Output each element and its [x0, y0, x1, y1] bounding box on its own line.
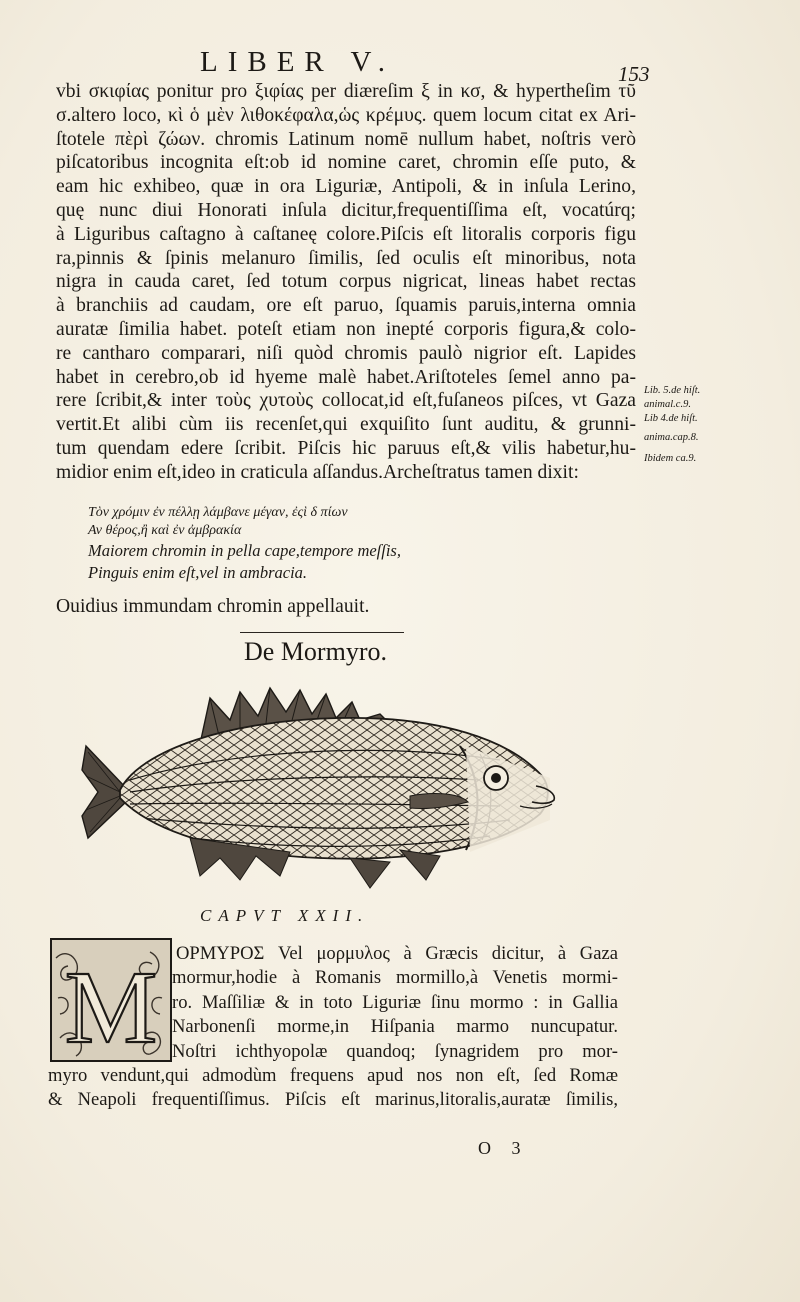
text-line: quę nunc diui Honorati inſula dicitur,frequentiſſima eſt, vocatúrq;: [56, 199, 636, 221]
text-line: ſtotele πὲρὶ ζώων. chromis Latinum nomē nullum habet, noſtris verò: [56, 128, 636, 150]
section-rule: [240, 632, 404, 633]
sidenote: Ibidem ca.9.: [644, 453, 697, 464]
greek-verse-line: Αν θέρος,ἢ καὶ ἐν ἀμβρακία: [88, 523, 242, 538]
signature-mark: O 3: [478, 1138, 529, 1158]
text-line: σ.altero loco, κὶ ὁ μὲν λιθοκέφαλα,ὡς κρέμυς. quem locum citat ex Ari-: [56, 104, 636, 126]
text-line: rere ſcribit,& inter τοὺς χυτοὺς collocat,id eſt,fuſaneos piſces, vt Gaza: [56, 390, 636, 412]
sidenote: Lib. 5.de hiſt.: [644, 385, 701, 396]
text-line: myro vendunt,qui admodùm frequens apud nos non eſt, ſed Romæ: [48, 1064, 618, 1086]
text-line: & Neapoli frequentiſſimus. Piſcis eſt marinus,litoralis,auratæ ſimilis,: [48, 1089, 618, 1111]
text-line: tum quendam edere ſcribit. Piſcis hic paruus eſt,& vilis habetur,hu-: [56, 437, 636, 459]
fish-woodcut-illustration: [80, 680, 580, 900]
chapter-text-block: [48, 942, 618, 1113]
sidenote: Lib 4.de hiſt.: [644, 413, 698, 424]
running-head: LIBER V.: [200, 46, 395, 78]
margin-notes: [644, 384, 724, 473]
text-line: re cantharo comparari, niſi quòd chromis paulò nigrior eſt. Lapides: [56, 342, 636, 364]
svg-text:M: M: [64, 950, 158, 1062]
section-title: De Mormyro.: [244, 637, 387, 666]
chapter-heading: CAPVT XXII.: [200, 906, 370, 925]
text-line: eam hic exhibeo, quæ in ora Liguriæ, Antipoli, & in inſula Lerino,: [56, 176, 636, 198]
main-text-block: [56, 80, 636, 485]
latin-verse-line: Pinguis enim eſt,vel in ambracia.: [88, 563, 308, 582]
sidenote: animal.c.9.: [644, 399, 691, 410]
text-line: ΟΡΜΥΡΟΣ Vel μορμυλος à Græcis dicitur, à Gaza: [176, 943, 618, 964]
quoted-verse: [88, 504, 608, 584]
text-line: à Liguribus caſtagno à caſtaneę colore.Piſcis eſt litoralis corporis figu: [56, 223, 636, 245]
text-line: Noſtri ichthyopolæ quandoq; ſynagridem pro mor-: [172, 1040, 618, 1062]
text-line: midior enim eſt,ideo in craticula aſſandus.Archeſtratus tamen dixit:: [56, 461, 579, 483]
closing-line: Ouidius immundam chromin appellauit.: [56, 596, 370, 617]
text-line: piſcatoribus incognita eſt:ob id nomine caret, chromin eſſe puto, &: [56, 152, 636, 174]
text-line: Narbonenſi morme,in Hiſpania marmo nuncupatur.: [172, 1016, 618, 1038]
text-line: ra,pinnis & ſpinis melanuro ſimilis, ſed oculis eſt minoribus, nota: [56, 247, 636, 269]
sidenote: anima.cap.8.: [644, 432, 699, 443]
text-line: vertit.Et alibi cùm iis recenſet,qui exquiſito ſunt auditu, & grunni-: [56, 414, 636, 436]
text-line: vbi σκιφίας ponitur pro ξιφίας per diæreſim ξ in κσ, & hyperthеſim τῦ: [56, 81, 636, 102]
latin-verse-line: Maiorem chromin in pella cape,tempore meſſis,: [88, 541, 401, 560]
text-line: à branchiis ad caudam, ore eſt paruo, ſquamis paruis,interna omnia: [56, 295, 636, 317]
text-line: habet in cerebro,ob id hyeme malè habet.Ariſtoteles ſemel anno pa-: [56, 366, 636, 388]
text-line: auratæ ſimilia habet. poteſt etiam non inepté corporis figura,& colo-: [56, 318, 636, 340]
greek-verse-line: Τὸν χρόμιν ἐν πέλλῃ λάμβανε μέγαν, ἐςὶ δ πίων: [88, 505, 348, 520]
text-line: ro. Maſſiliæ & in toto Liguriæ ſinu mormo : in Gallia: [172, 991, 618, 1013]
text-line: nigra in cauda caret, ſed totum corpus nigricat, lineas habet rectas: [56, 271, 636, 293]
folio-number: 153: [618, 62, 650, 86]
text-line: mormur,hodie à Romanis mormillo,à Venetis mormi-: [172, 967, 618, 989]
